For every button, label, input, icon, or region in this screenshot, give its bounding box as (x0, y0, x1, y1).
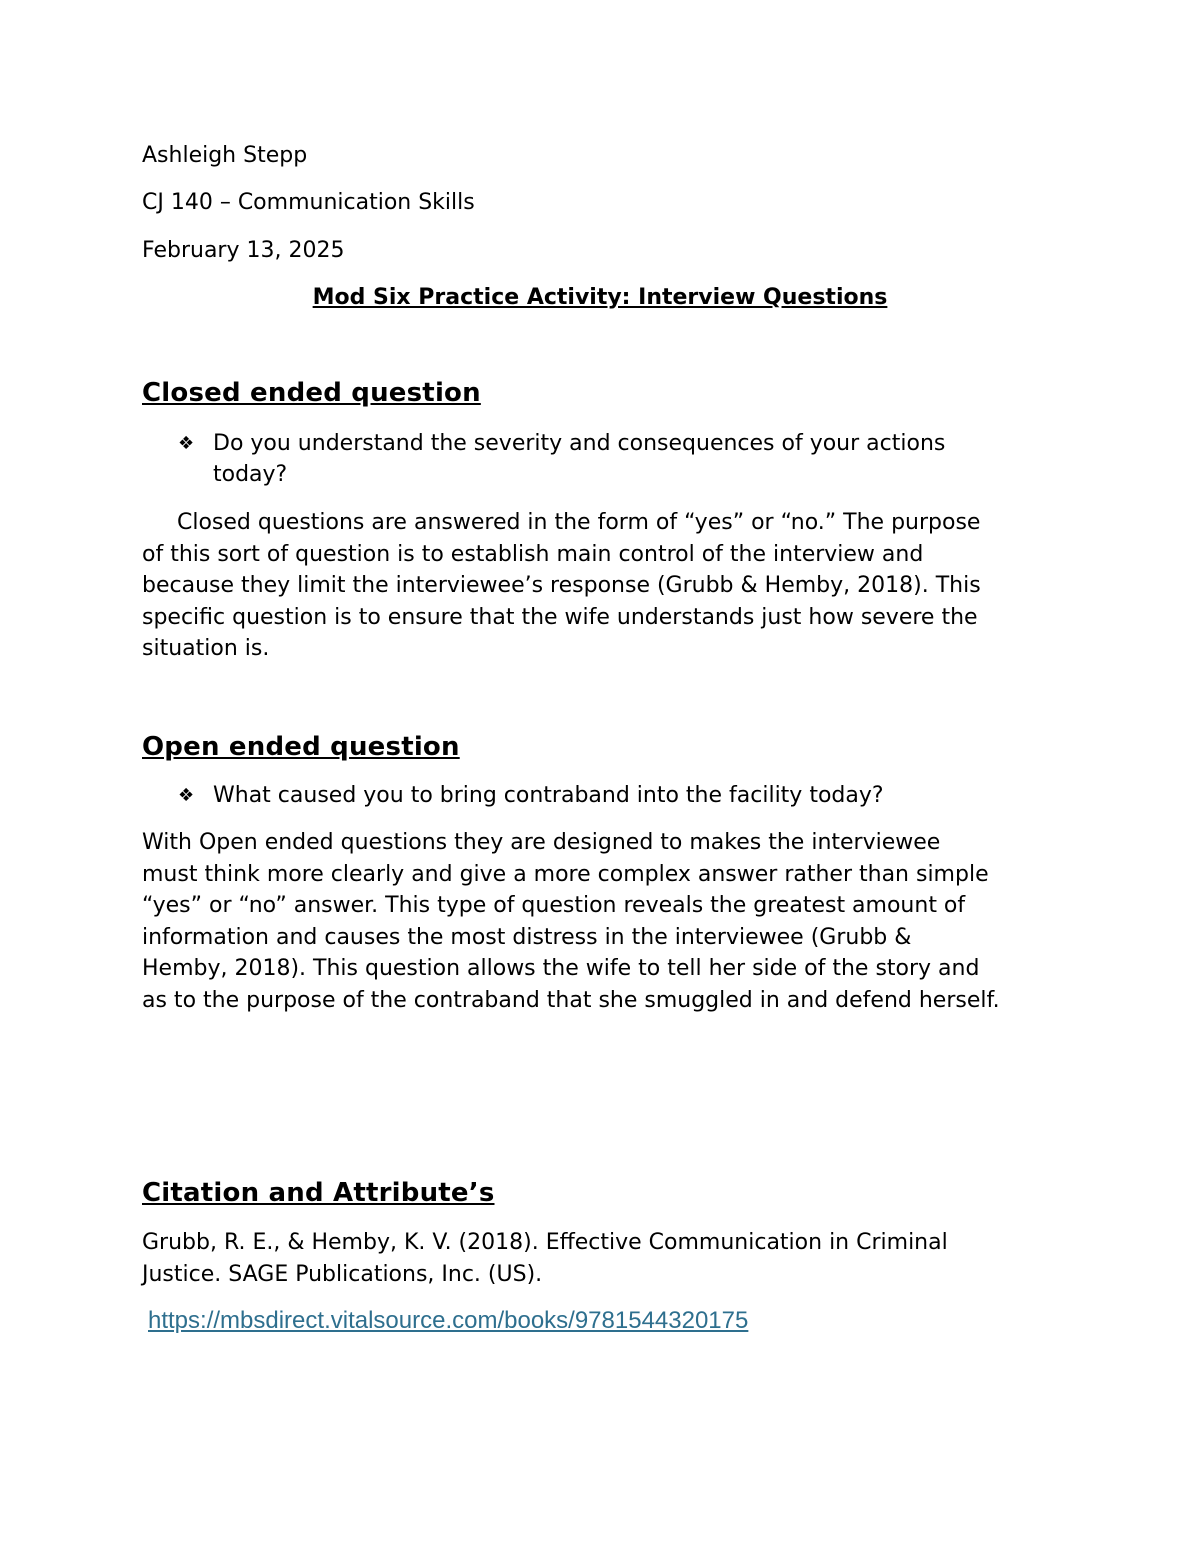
paragraph-line: “yes” or “no” answer. This type of question reveals the greatest amount of (142, 893, 966, 919)
closed-question-explanation (142, 507, 1072, 665)
paragraph-line: specific question is to ensure that the wife understands just how severe the (142, 604, 978, 630)
document-title: Mod Six Practice Activity: Interview Questions (312, 285, 888, 310)
open-question-bullet (178, 780, 1058, 811)
diamond-bullet-icon: ❖ (178, 433, 195, 454)
open-question-line-1: What caused you to bring contraband into the facility today? (213, 783, 884, 808)
reference-link[interactable]: https://mbsdirect.vitalsource.com/books/9781544320175 (148, 1307, 749, 1334)
reference-line: Justice. SAGE Publications, Inc. (US). (142, 1261, 543, 1287)
citation-heading: Citation and Attribute’s (142, 1178, 495, 1208)
closed-question-line-1: Do you understand the severity and consequences of your actions (213, 431, 946, 456)
reference-line: Grubb, R. E., & Hemby, K. V. (2018). Effective Communication in Criminal (142, 1230, 948, 1255)
course-name: CJ 140 – Communication Skills (142, 190, 475, 215)
closed-question-line-2: today? (213, 462, 288, 487)
paragraph-line: as to the purpose of the contraband that she smuggled in and defend herself. (142, 987, 1000, 1013)
paragraph-line: because they limit the interviewee’s response (Grubb & Hemby, 2018). This (142, 573, 981, 599)
document-date: February 13, 2025 (142, 238, 345, 263)
open-question-explanation (142, 827, 1072, 1017)
paragraph-line: Closed questions are answered in the form of “yes” or “no.” The purpose (177, 510, 981, 535)
closed-question-heading: Closed ended question (142, 378, 481, 408)
closed-question-bullet (178, 428, 1058, 490)
paragraph-line: of this sort of question is to establish main control of the interview and (142, 541, 924, 567)
diamond-bullet-icon: ❖ (178, 785, 195, 806)
open-question-heading: Open ended question (142, 732, 460, 762)
paragraph-line: situation is. (142, 636, 270, 662)
paragraph-line: With Open ended questions they are designed to makes the interviewee (142, 830, 941, 855)
author-name: Ashleigh Stepp (142, 143, 308, 168)
paragraph-line: information and causes the most distress in the interviewee (Grubb & (142, 924, 912, 950)
paragraph-line: must think more clearly and give a more complex answer rather than simple (142, 861, 989, 887)
citation-reference (142, 1227, 1072, 1290)
paragraph-line: Hemby, 2018). This question allows the wife to tell her side of the story and (142, 956, 980, 982)
